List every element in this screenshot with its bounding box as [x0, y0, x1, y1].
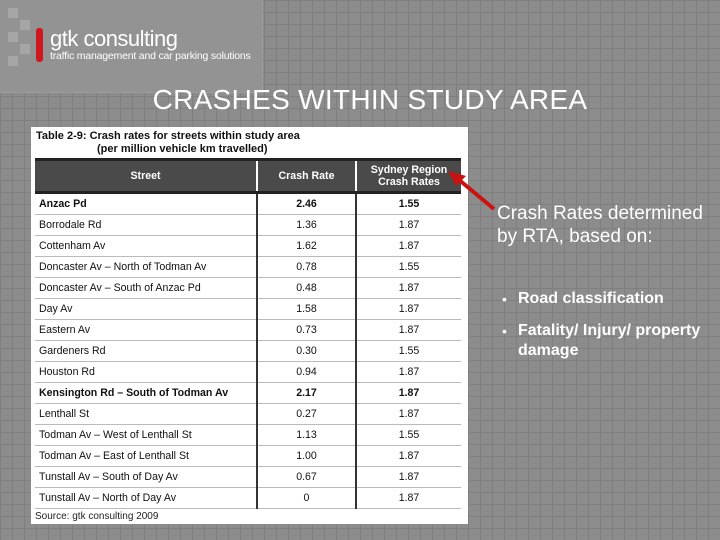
slide-title: CRASHES WITHIN STUDY AREA [152, 84, 588, 115]
table-row [35, 488, 461, 509]
crash-rate-cell: 0.67 [257, 467, 356, 488]
table-row [35, 383, 461, 404]
region-rate-cell: 1.87 [356, 362, 461, 383]
crash-rate-cell: 0.94 [257, 362, 356, 383]
table-caption-line2: (per million vehicle km travelled) [97, 143, 268, 155]
table-row [35, 299, 461, 320]
table-row [35, 278, 461, 299]
street-cell: Eastern Av [35, 320, 257, 341]
region-rate-cell: 1.87 [356, 320, 461, 341]
crash-rate-cell: 0.27 [257, 404, 356, 425]
note-bullet-list [502, 289, 712, 373]
crash-rate-cell: 0.73 [257, 320, 356, 341]
table-row [35, 193, 461, 215]
street-cell: Borrodale Rd [35, 215, 257, 236]
company-logo [0, 0, 263, 93]
street-cell: Houston Rd [35, 362, 257, 383]
street-cell: Doncaster Av – North of Todman Av [35, 257, 257, 278]
bullet-text: Road classification [518, 290, 664, 307]
crash-rate-cell: 1.58 [257, 299, 356, 320]
table-row [35, 341, 461, 362]
table-row [35, 215, 461, 236]
crash-rate-cell: 0.78 [257, 257, 356, 278]
logo-squares-decoration [8, 8, 34, 68]
region-rate-cell: 1.87 [356, 215, 461, 236]
street-cell: Tunstall Av – North of Day Av [35, 488, 257, 509]
bullet-item-fatality-injury [502, 321, 712, 361]
region-rate-cell: 1.55 [356, 425, 461, 446]
street-cell: Gardeners Rd [35, 341, 257, 362]
table-row [35, 236, 461, 257]
crash-rate-table-card [31, 127, 468, 524]
street-cell: Doncaster Av – South of Anzac Pd [35, 278, 257, 299]
region-rate-cell: 1.87 [356, 278, 461, 299]
logo-name: gtk consulting [50, 26, 178, 51]
crash-rate-cell: 2.17 [257, 383, 356, 404]
table-row [35, 467, 461, 488]
street-cell: Todman Av – West of Lenthall St [35, 425, 257, 446]
bullet-dot-icon: • [502, 323, 507, 339]
region-rate-cell: 1.87 [356, 383, 461, 404]
table-row [35, 425, 461, 446]
crash-rate-table [35, 158, 461, 509]
street-cell: Lenthall St [35, 404, 257, 425]
table-row [35, 446, 461, 467]
crash-rate-cell: 2.46 [257, 193, 356, 215]
column-header-street: Street [35, 160, 257, 193]
table-source: Source: gtk consulting 2009 [35, 511, 159, 522]
region-rate-cell: 1.55 [356, 193, 461, 215]
region-rate-cell: 1.87 [356, 467, 461, 488]
table-row [35, 404, 461, 425]
region-rate-cell: 1.87 [356, 236, 461, 257]
crash-rate-cell: 0.30 [257, 341, 356, 362]
table-header-row [35, 160, 461, 193]
street-cell: Cottenham Av [35, 236, 257, 257]
crash-rate-cell: 1.13 [257, 425, 356, 446]
logo-tagline: traffic management and car parking solutions [50, 50, 251, 62]
crash-rate-cell: 1.62 [257, 236, 356, 257]
region-rate-cell: 1.87 [356, 488, 461, 509]
region-rate-cell: 1.55 [356, 257, 461, 278]
table-caption-line1: Table 2-9: Crash rates for streets within study area [36, 130, 300, 142]
column-header-crash-rate: Crash Rate [257, 160, 356, 193]
crash-rate-cell: 1.00 [257, 446, 356, 467]
region-rate-cell: 1.87 [356, 299, 461, 320]
street-cell: Tunstall Av – South of Day Av [35, 467, 257, 488]
region-rate-cell: 1.87 [356, 446, 461, 467]
region-rate-cell: 1.55 [356, 341, 461, 362]
table-row [35, 320, 461, 341]
crash-rate-cell: 0 [257, 488, 356, 509]
street-cell: Day Av [35, 299, 257, 320]
crash-rate-cell: 1.36 [257, 215, 356, 236]
table-row [35, 257, 461, 278]
logo-red-bar [36, 28, 43, 62]
bullet-text: Fatality/ Injury/ property damage [518, 322, 701, 359]
bullet-item-road-classification [502, 289, 712, 309]
table-row [35, 362, 461, 383]
crash-rate-cell: 0.48 [257, 278, 356, 299]
crash-rate-note: Crash Rates determined by RTA, based on: [497, 203, 703, 247]
column-header-sydney-region [356, 160, 461, 193]
street-cell: Todman Av – East of Lenthall St [35, 446, 257, 467]
column-header-sydney-region-text: Sydney Region Crash Rates [370, 164, 448, 188]
table-body [35, 193, 461, 509]
bullet-dot-icon: • [502, 291, 507, 307]
street-cell: Anzac Pd [35, 193, 257, 215]
street-cell: Kensington Rd – South of Todman Av [35, 383, 257, 404]
region-rate-cell: 1.87 [356, 404, 461, 425]
